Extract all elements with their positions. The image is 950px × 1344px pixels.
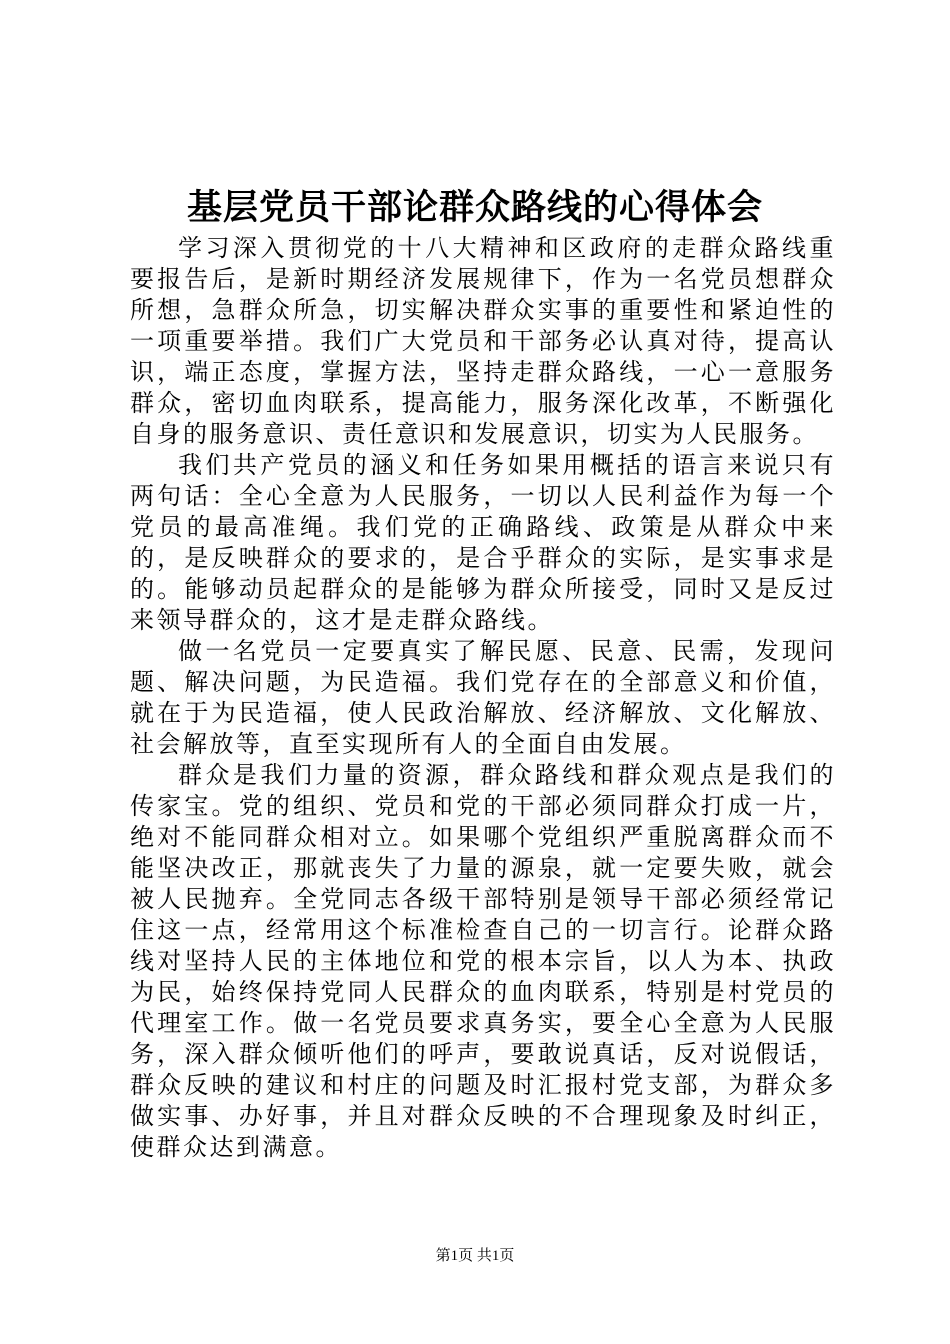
document-title: 基层党员干部论群众路线的心得体会 (186, 187, 763, 228)
paragraph-3: 做一名党员一定要真实了解民愿、民意、民需，发现问题、解决问题，为民造福。我们党存在的全部意义和价值，就在于为民造福，使人民政治解放、经济解放、文化解放、社会解放等，直至实现所有人的全面自由发展。 (130, 637, 836, 758)
page-number-footer: 第1页 共1页 (435, 1248, 515, 1264)
paragraph-2: 我们共产党员的涵义和任务如果用概括的语言来说只有两句话：全心全意为人民服务，一切以人民利益作为每一个党员的最高准绳。我们党的正确路线、政策是从群众中来的，是反映群众的要求的，是合乎群众的实际，是实事求是的。能够动员起群众的是能够为群众所接受，同时又是反过来领导群众的，这才是走群众路线。 (130, 451, 836, 634)
document-body (130, 233, 836, 1163)
paragraph-4: 群众是我们力量的资源，群众路线和群众观点是我们的传家宝。党的组织、党员和党的干部必须同群众打成一片，绝对不能同群众相对立。如果哪个党组织严重脱离群众而不能坚决改正，那就丧失了力量的源泉，就一定要失败，就会被人民抛弃。全党同志各级干部特别是领导干部必须经常记住这一点，经常用这个标准检查自己的一切言行。论群众路线对坚持人民的主体地位和党的根本宗旨，以人为本、执政为民，始终保持党同人民群众的血肉联系，特别是村党员的代理室工作。做一名党员要求真务实，要全心全意为人民服务，深入群众倾听他们的呼声，要敢说真话，反对说假话，群众反映的建议和村庄的问题及时汇报村党支部，为群众多做实事、办好事，并且对群众反映的不合理现象及时纠正，使群众达到满意。 (130, 761, 836, 1161)
paragraph-1: 学习深入贯彻党的十八大精神和区政府的走群众路线重要报告后，是新时期经济发展规律下，作为一名党员想群众所想，急群众所急，切实解决群众实事的重要性和紧迫性的一项重要举措。我们广大党员和干部务必认真对待，提高认识，端正态度，掌握方法，坚持走群众路线，一心一意服务群众，密切血肉联系，提高能力，服务深化改革，不断强化自身的服务意识、责任意识和发展意识，切实为人民服务。 (130, 234, 836, 448)
